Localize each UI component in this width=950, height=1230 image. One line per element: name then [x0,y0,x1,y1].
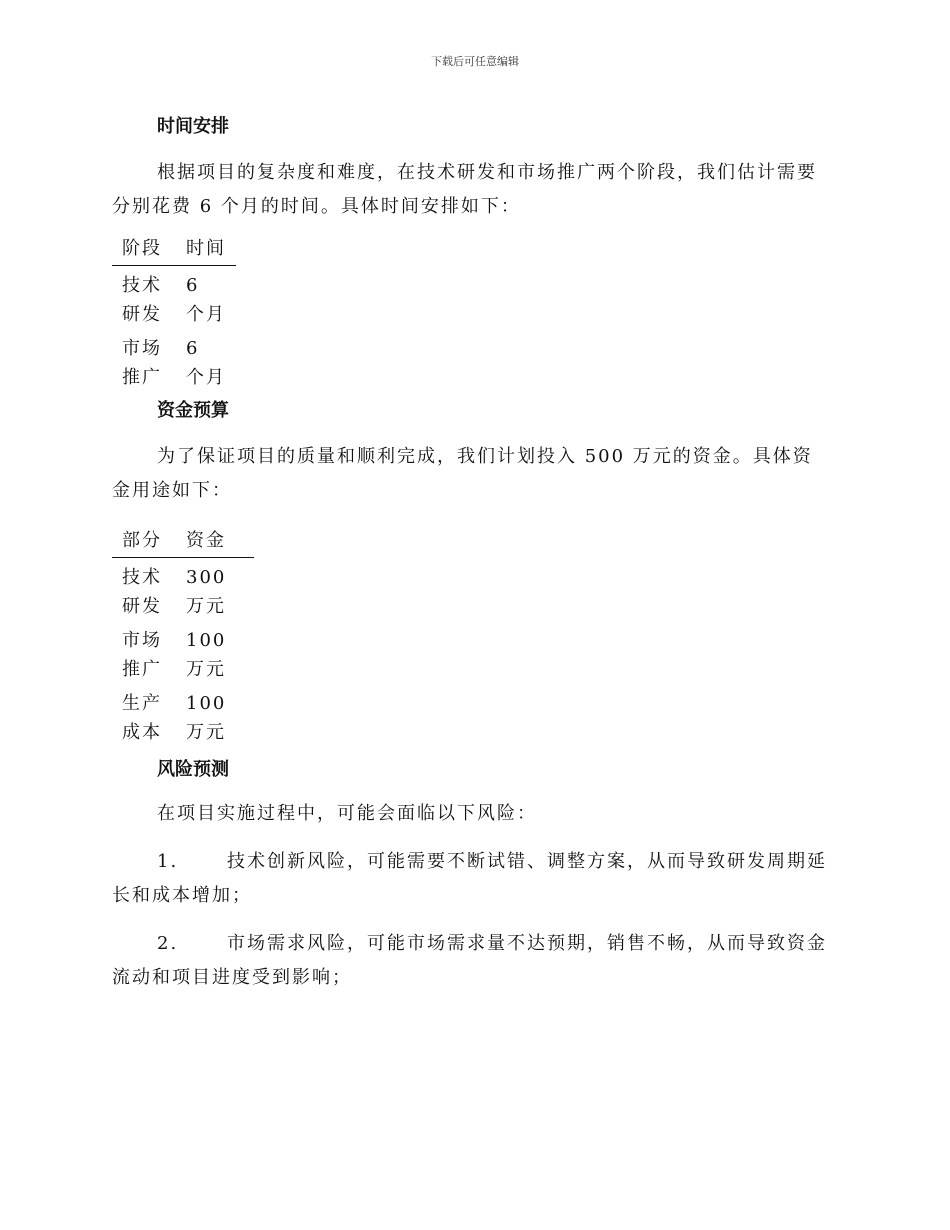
table-cell: 市场推广 [122,338,162,388]
schedule-heading: 时间安排 [157,116,229,137]
page-header: 下载后可任意编辑 [431,55,519,68]
budget-table [112,526,254,747]
schedule-header-phase: 阶段 [112,234,176,266]
risk-heading: 风险预测 [157,759,229,780]
budget-intro: 为了保证项目的质量和顺利完成，我们计划投入 500 万元的资金。具体资金用途如下： [112,446,813,501]
budget-heading: 资金预算 [157,400,229,421]
risk-intro: 在项目实施过程中，可能会面临以下风险： [157,803,537,824]
list-text: 技术创新风险，可能需要不断试错、调整方案，从而导致研发周期延长和成本增加； [112,851,827,906]
table-cell: 技术研发 [122,567,162,617]
table-cell: 100 万元 [186,693,227,743]
table-cell: 技术研发 [122,275,162,325]
table-cell: 6 个月 [186,275,226,325]
schedule-header-time: 时间 [176,234,236,266]
table-row [112,266,236,330]
table-cell: 100 万元 [186,630,227,680]
table-cell: 生产成本 [122,693,162,743]
list-text: 市场需求风险，可能市场需求量不达预期，销售不畅，从而导致资金流动和项目进度受到影响； [112,933,827,988]
schedule-intro: 根据项目的复杂度和难度，在技术研发和市场推广两个阶段，我们估计需要分别花费 6 个月的时间。具体时间安排如下： [112,162,817,217]
budget-header-funds: 资金 [176,526,254,558]
budget-header-part: 部分 [112,526,176,558]
risk-item-1 [112,845,832,913]
table-row [112,621,254,684]
table-row [112,329,236,392]
table-cell: 市场推广 [122,630,162,680]
table-cell: 300 万元 [186,567,227,617]
list-number: 2. [157,933,179,954]
table-row [112,558,254,622]
schedule-table [112,234,236,392]
document-body [112,112,832,995]
table-row [112,684,254,747]
table-cell: 6 个月 [186,338,226,388]
list-number: 1. [157,851,179,872]
risk-item-2 [112,927,832,995]
